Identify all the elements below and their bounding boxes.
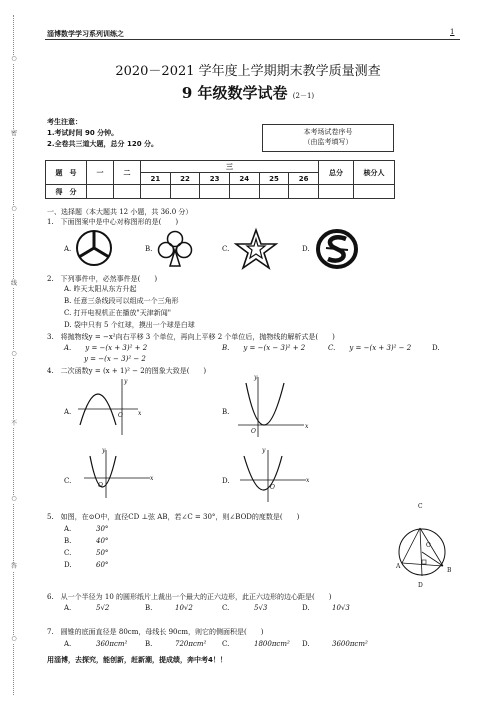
sub-col: 21 (141, 173, 171, 185)
q1-opt-b: B. (145, 245, 153, 253)
q4-opt-a: A. (64, 408, 72, 416)
sub-col: 26 (289, 173, 319, 185)
q3-stem: 3. 将抛物线y = −x²向右平移 3 个单位，再向上平移 2 个单位后，抛物线的解析式是( ) (47, 333, 335, 341)
point-c-label: C (418, 503, 423, 510)
q6-val-b: 10√2 (175, 604, 193, 612)
footer-slogan: 用淄博，去探究，能创新，赶新潮，提成绩，奔中考4！！ (47, 656, 227, 664)
graph-a-origin: O (118, 412, 123, 419)
point-b-label: B (447, 567, 452, 574)
q3-opt-c: C. y = −(x + 3)² − 2 (328, 344, 412, 352)
graph-b-x-label: x (305, 423, 309, 430)
graph-d-origin: O (270, 484, 275, 491)
circle-diagram-icon (398, 512, 460, 592)
q5-val-c: 50° (96, 549, 109, 557)
binding-circle-icon: ○ (8, 350, 20, 358)
binding-circle-icon: ○ (8, 55, 20, 63)
score-cell[interactable] (170, 185, 200, 199)
q6-opt-c: C. (222, 604, 230, 612)
col-question: 题 号 (46, 161, 87, 185)
q6-stem: 6. 从一个半径为 10 的圆形纸片上裁出一个最大的正六边形，此正六边形的边心距是( ) (47, 593, 332, 601)
score-cell[interactable] (229, 185, 259, 199)
q1-opt-a: A. (64, 245, 72, 253)
score-cell[interactable] (319, 185, 354, 199)
q1-opt-d: D. (302, 245, 310, 253)
score-cell[interactable] (87, 185, 114, 199)
q6-opt-d: D. (302, 604, 310, 612)
graph-d-x-label: x (306, 477, 310, 484)
graph-d-y-label: y (262, 447, 266, 454)
point-d-label: D (418, 582, 423, 589)
score-cell[interactable] (141, 185, 171, 199)
bank-logo-icon (316, 228, 358, 270)
grade-title: 9 年级数学试卷 (181, 84, 288, 102)
graph-a-x-label: x (138, 410, 142, 417)
q2-opt-b: B. 任意三条线段可以组成一个三角形 (64, 297, 179, 305)
point-a-label: A (396, 563, 401, 570)
binding-label: 答 (8, 563, 20, 571)
sub-col: 24 (229, 173, 259, 185)
graph-d-icon (238, 448, 308, 504)
q7-val-c: 1800πcm² (254, 640, 290, 648)
graph-c-icon (82, 448, 152, 500)
q3-opt-d-expr: y = −(x − 3)² − 2 (84, 355, 146, 363)
paper-part: (2－1) (292, 92, 315, 100)
graph-a-y-label: y (124, 378, 128, 385)
graph-b-icon (236, 375, 309, 439)
q4-stem: 4. 二次函数y = (x + 1)² − 2的图象大致是( ) (47, 367, 207, 375)
point-o-label: O (426, 542, 431, 549)
col-part3: 三 (141, 161, 319, 173)
q2-opt-c: C. 打开电视机正在播放"天津新闻" (64, 309, 171, 317)
sub-col: 25 (259, 173, 289, 185)
binding-circle-icon: ○ (8, 205, 20, 213)
q6-val-c: 5√3 (254, 604, 268, 612)
q6-opt-a: A. (64, 604, 72, 612)
seat-box-line2: （由监考填写） (303, 138, 353, 146)
q7-stem: 7. 圆锥的底面直径是 80cm，母线长 90cm，则它的侧面积是( ) (47, 628, 264, 636)
q4-opt-d: D. (222, 477, 230, 485)
q5-val-d: 60° (96, 561, 109, 569)
q3-opt-a: A. y = −(x + 3)² + 2 (64, 344, 148, 352)
section-heading: 一、选择题（本大题共 12 小题，共 36.0 分） (47, 208, 193, 216)
q5-stem: 5. 如图，在⊙O中，直径CD ⊥弦 AB，若∠C = 30°，则∠BOD的度数是( ) (47, 513, 300, 521)
q3-opt-b: B. y = −(x − 3)² + 2 (222, 344, 306, 352)
graph-c-y-label: y (102, 447, 106, 454)
score-cell[interactable] (354, 185, 395, 199)
q5-opt-a: A. (64, 525, 72, 533)
exam-subject-title (0, 82, 496, 103)
sub-col: 22 (170, 173, 200, 185)
q5-opt-d: D. (64, 561, 72, 569)
score-cell[interactable] (289, 185, 319, 199)
binding-label: 密 (8, 130, 20, 138)
q7-val-a: 360πcm² (96, 640, 128, 648)
page-number: 1 (450, 28, 455, 36)
seat-number-box (262, 124, 394, 152)
q7-opt-a: A. (64, 640, 72, 648)
q1-opt-c: C. (222, 245, 230, 253)
q7-val-d: 3600πcm² (332, 640, 368, 648)
double-star-icon (234, 228, 278, 270)
binding-label: 线 (8, 280, 20, 288)
q4-opt-c: C. (64, 477, 72, 485)
q4-opt-b: B. (222, 408, 230, 416)
seat-box-line1: 本考场试卷序号 (303, 128, 353, 136)
col-checker: 核分人 (354, 161, 395, 185)
q2-opt-a: A. 昨天太阳从东方升起 (64, 285, 137, 293)
q6-val-a: 5√2 (96, 604, 110, 612)
notes-item: 2.全卷共三道大题，总分 120 分。 (47, 140, 159, 148)
graph-c-origin: O (98, 482, 103, 489)
graph-b-y-label: y (254, 374, 258, 381)
q7-opt-d: D. (302, 640, 310, 648)
sub-col: 23 (200, 173, 230, 185)
score-table (45, 160, 395, 199)
q6-val-d: 10√3 (332, 604, 350, 612)
row-score-label: 得 分 (46, 185, 87, 199)
q5-val-b: 40° (96, 537, 109, 545)
q7-opt-b: B. (145, 640, 153, 648)
notes-item: 1.考试时间 90 分钟。 (47, 129, 119, 137)
graph-b-origin: O (251, 428, 256, 435)
col-total: 总分 (319, 161, 354, 185)
graph-c-x-label: x (150, 475, 154, 482)
notes-heading: 考生注意： (47, 118, 82, 126)
q5-val-a: 30° (96, 525, 109, 533)
binding-margin (8, 15, 20, 695)
binding-circle-icon: ○ (8, 495, 20, 503)
col-part2: 二 (114, 161, 141, 185)
header-series: 淄博数学学习系列训练之 (47, 30, 124, 38)
mercedes-logo-icon (74, 228, 114, 268)
q5-opt-c: C. (64, 549, 72, 557)
q1-stem: 1. 下面图案中是中心对称图形的是( ) (47, 218, 179, 226)
graph-a-icon (76, 375, 140, 439)
q5-opt-b: B. (64, 537, 72, 545)
col-part1: 一 (87, 161, 114, 185)
q7-val-b: 720πcm² (175, 640, 207, 648)
score-cell[interactable] (200, 185, 230, 199)
exam-title: 2020－2021 学年度上学期期末教学质量测查 (115, 64, 381, 79)
binding-label: 不 (8, 420, 20, 428)
club-icon (155, 228, 195, 270)
header-rule (45, 39, 460, 40)
q3-opt-d: D. (432, 344, 440, 352)
notes (47, 117, 158, 150)
score-cell[interactable] (114, 185, 141, 199)
binding-circle-icon: ○ (8, 635, 20, 643)
score-cell[interactable] (259, 185, 289, 199)
q2-stem: 2. 下列事件中，必然事件是( ) (47, 275, 158, 283)
q7-opt-c: C. (222, 640, 230, 648)
q2-opt-d: D. 袋中只有 5 个红球，摸出一个球是白球 (64, 321, 195, 329)
q6-opt-b: B. (145, 604, 153, 612)
